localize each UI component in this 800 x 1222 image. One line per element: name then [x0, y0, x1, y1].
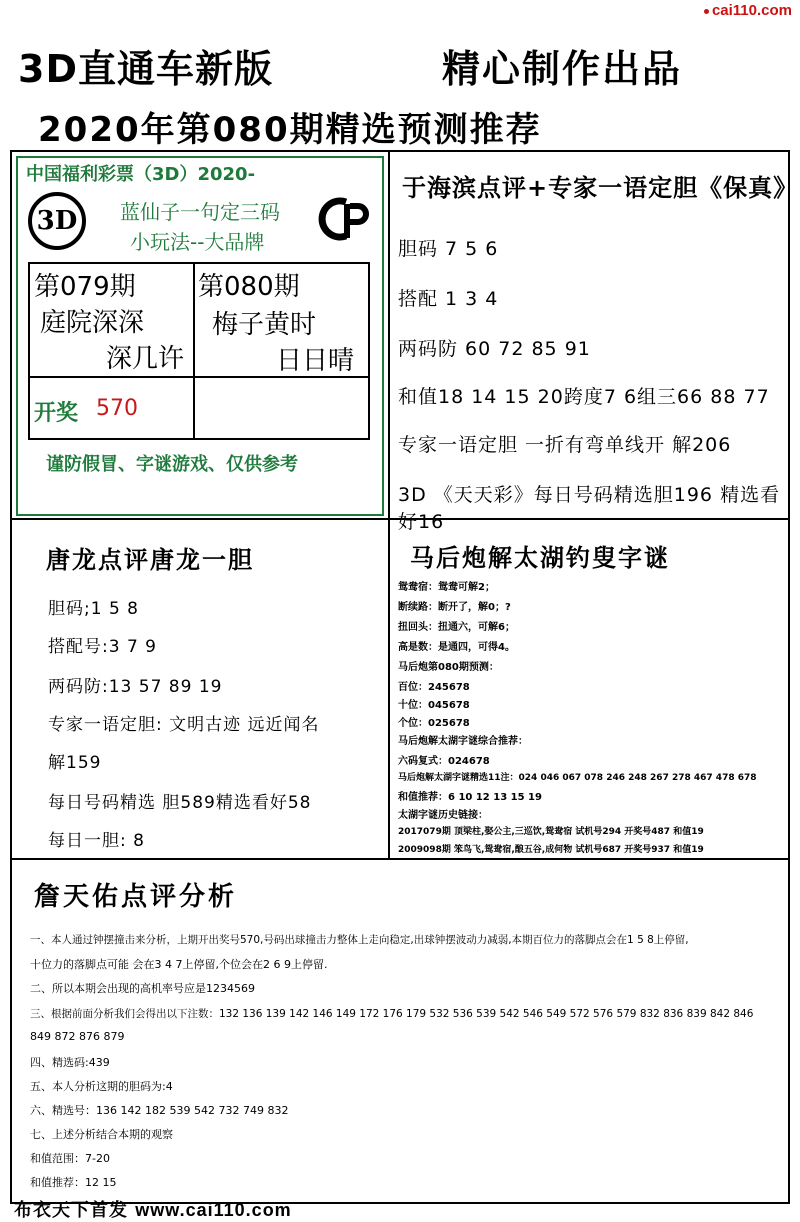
draw-number: 570 [96, 396, 138, 421]
right-middle-line: 和值推荐：6 10 12 13 15 19 [398, 792, 542, 803]
right-top-line: 搭配 1 3 4 [398, 288, 499, 310]
right-top-line: 专家一语定胆 一折有弯单线开 解206 [398, 434, 732, 456]
bottom-line: 十位力的落脚点可能 会在3 4 7上停留,个位会在2 6 9上停留. [30, 958, 328, 971]
right-middle-line: 马后炮第080期预测： [398, 662, 499, 673]
card-subtitle-1: 蓝仙子一句定三码 [120, 200, 280, 224]
bottom-line: 和值范围：7-20 [30, 1152, 110, 1165]
right-top-line: 胆码 7 5 6 [398, 238, 499, 260]
right-middle-line: 太湖字谜历史链接： [398, 810, 488, 821]
footer-text: 布衣天下首发 [14, 1200, 128, 1221]
bottom-line: 四、精选码:439 [30, 1056, 110, 1069]
right-middle-line: 百位：245678 [398, 682, 470, 693]
verse-next-1: 梅子黄时 [212, 310, 317, 340]
grid-divider-v [193, 262, 195, 440]
left-middle-line: 搭配号:3 7 9 [48, 637, 157, 657]
bottom-line: 七、上述分析结合本期的观察 [30, 1128, 173, 1141]
bottom-line: 和值推荐：12 15 [30, 1176, 117, 1189]
bottom-line: 849 872 876 879 [30, 1030, 125, 1043]
period-prev: 第079期 [34, 272, 136, 302]
right-middle-line: 断续路：断开了，解0；? [398, 602, 511, 613]
right-middle-line: 六码复式：024678 [398, 756, 490, 767]
header-left-title: 3D直通车新版 [18, 47, 273, 91]
period-next: 第080期 [198, 272, 300, 302]
card-subtitle-2: 小玩法--大品牌 [130, 230, 265, 254]
header-right-title: 精心制作出品 [442, 47, 683, 91]
draw-label: 开奖 [34, 401, 79, 426]
footer [14, 1196, 292, 1222]
right-middle-line: 马后炮解太湖字谜综合推荐： [398, 736, 528, 747]
right-middle-line: 十位：045678 [398, 700, 470, 711]
left-middle-line: 每日号码精选 胆589精选看好58 [48, 793, 312, 813]
right-top-line: 3D 《天天彩》每日号码精选胆196 精选看好16 [398, 484, 781, 533]
right-middle-line: 扭回头：扭通六，可解6； [398, 622, 515, 633]
left-middle-line: 胆码;1 5 8 [48, 599, 139, 619]
right-middle-line: 个位：025678 [398, 718, 470, 729]
dot-icon [704, 9, 709, 14]
right-middle-line: 马后炮解太湖字谜精选11注：024 046 067 078 246 248 267 278 467 478 678 [398, 773, 757, 783]
bottom-line: 二、所以本期会出现的高机率号应是1234569 [30, 982, 255, 995]
bottom-line: 三、根据前面分析我们会得出以下注数：132 136 139 142 146 149 172 176 179 532 536 539 542 546 549 572 576 579 832 836 839 842 846 [30, 1008, 754, 1020]
right-middle-line: 2017079期 顶梁柱,娶公主,三巡饮,鸳鸯宿 试机号294 开奖号487 和值19 [398, 827, 704, 837]
footer-url[interactable]: www.cai110.com [135, 1200, 292, 1220]
right-middle-line: 2009098期 笨鸟飞,鸳鸯宿,酿五谷,成何物 试机号687 开奖号937 和值19 [398, 845, 704, 855]
verse-prev-2: 深几许 [106, 344, 185, 374]
bottom-line: 六、精选号：136 142 182 539 542 732 749 832 [30, 1104, 289, 1117]
right-middle-line: 鸳鸯宿：鸳鸯可解2； [398, 582, 495, 593]
left-middle-line: 每日一胆: 8 [48, 831, 145, 851]
bottom-title: 詹天佑点评分析 [34, 882, 238, 912]
column-divider [388, 150, 390, 860]
left-middle-title: 唐龙点评唐龙一胆 [46, 546, 254, 574]
header-subtitle: 2020年第080期精选预测推荐 [38, 110, 542, 150]
card-title: 中国福利彩票（3D）2020- [26, 164, 256, 185]
right-top-line: 两码防 60 72 85 91 [398, 338, 591, 360]
bottom-line: 五、本人分析这期的胆码为:4 [30, 1080, 173, 1093]
site-tag-text: cai110.com [711, 2, 792, 19]
right-middle-line: 高是数：是通四，可得4。 [398, 642, 515, 653]
verse-next-2: 日日晴 [276, 346, 355, 376]
right-top-line: 和值18 14 15 20跨度7 6组三66 88 77 [398, 386, 770, 408]
right-top-title: 于海滨点评+专家一语定胆《保真》 [402, 174, 799, 202]
left-middle-line: 解159 [48, 753, 102, 773]
bottom-line: 一、本人通过钟摆撞击来分析，上期开出奖号570,号码出球撞击力整体上走向稳定,出球钟摆波动力减弱,本期百位力的落脚点会在1 5 8上停留, [30, 934, 689, 946]
card-footer: 谨防假冒、字谜游戏、仅供参考 [46, 454, 298, 475]
row-divider-2 [10, 858, 790, 860]
site-tag[interactable] [704, 2, 792, 19]
cp-logo-icon [316, 196, 370, 242]
verse-prev-1: 庭院深深 [40, 308, 145, 338]
right-middle-title: 马后炮解太湖钓叟字谜 [410, 544, 670, 572]
left-middle-line: 专家一语定胆: 文明古迹 远近闻名 [48, 715, 320, 735]
left-middle-line: 两码防:13 57 89 19 [48, 677, 223, 697]
3d-logo: 3D [28, 192, 86, 250]
